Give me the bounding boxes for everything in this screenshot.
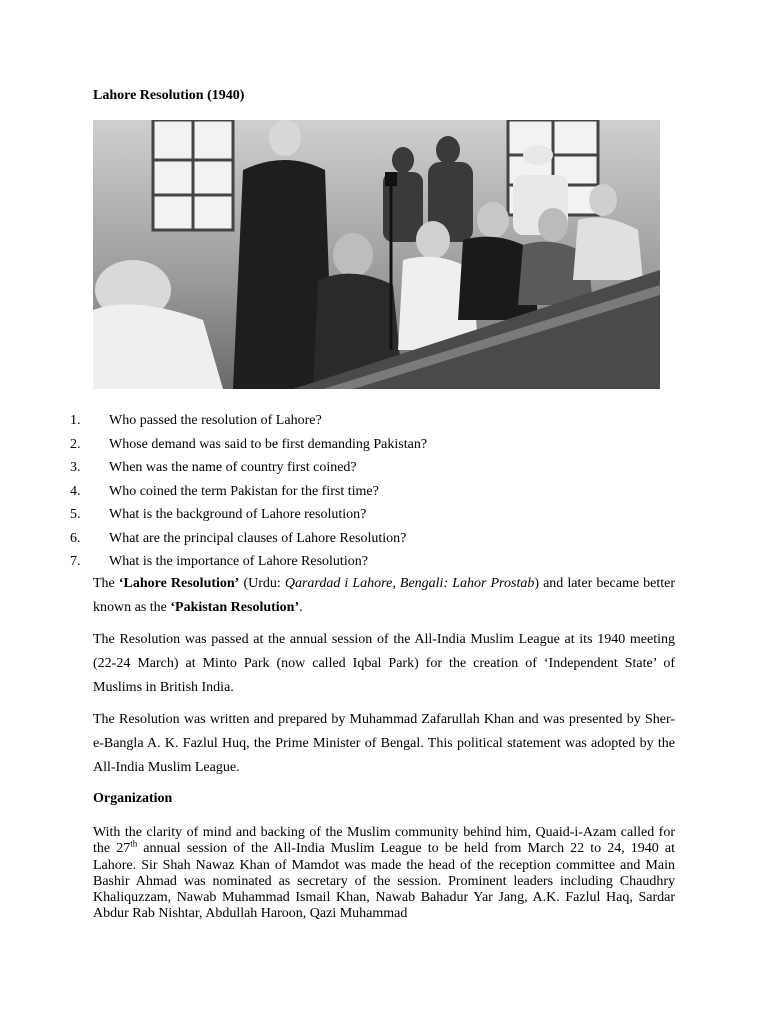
bold-term: ‘Lahore Resolution’ bbox=[118, 576, 240, 591]
list-text: What is the importance of Lahore Resolution? bbox=[109, 554, 368, 569]
list-number: 7. bbox=[70, 554, 81, 569]
text-run: annual session of the All-India Muslim League to be held from March 22 to 24, 1940 at Lahore. Sir Shah Nawaz Khan of Mamdot was made the head of the reception committee and Main Bashir Ahmad was nominated as secretary of the session. Prominent leaders including Chaudhry Khaliquzzam, Nawab Muhammad Ismail Khan, Nawab Bahadur Yar Jang, A.K. Fazlul Haq, Sardar Abdur Rab Nishtar, Abdullah Haroon, Qazi Muhammad bbox=[93, 841, 675, 922]
text-run: . bbox=[299, 600, 303, 615]
list-text: What is the background of Lahore resolution? bbox=[109, 507, 367, 522]
text-run: With the clarity of mind and backing of the Muslim community behind him, Quaid-i-Azam called for the 27 bbox=[93, 825, 675, 857]
superscript: th bbox=[130, 838, 138, 849]
list-number: 6. bbox=[70, 530, 81, 546]
list-text: When was the name of country first coined? bbox=[109, 460, 357, 475]
historical-photo bbox=[93, 120, 660, 389]
document-title: Lahore Resolution (1940) bbox=[93, 88, 245, 103]
bold-term: ‘Pakistan Resolution’ bbox=[170, 600, 300, 615]
text-run: The bbox=[93, 576, 119, 591]
list-number: 4. bbox=[70, 483, 81, 499]
list-number: 2. bbox=[70, 436, 81, 452]
intro-paragraph bbox=[93, 572, 675, 620]
list-number: 3. bbox=[70, 460, 81, 475]
list-text: Who passed the resolution of Lahore? bbox=[109, 413, 322, 428]
body-paragraph: The Resolution was passed at the annual session of the All-India Muslim League at its 1940 meeting (22-24 March) at Minto Park (now called Iqbal Park) for the creation of ‘Independent State’ of Muslims in British India. bbox=[93, 632, 675, 695]
section-heading: Organization bbox=[93, 791, 173, 806]
text-run: (Urdu: bbox=[239, 576, 285, 591]
organization-paragraph bbox=[93, 825, 675, 923]
list-text: Who coined the term Pakistan for the first time? bbox=[109, 483, 379, 499]
list-number: 5. bbox=[70, 507, 81, 522]
list-text: What are the principal clauses of Lahore Resolution? bbox=[109, 530, 407, 546]
italic-term: Qarardad i Lahore, Bengali: Lahor Prostab bbox=[284, 576, 535, 591]
text-run: ) and later became better known as the bbox=[93, 576, 676, 615]
body-paragraph: The Resolution was written and prepared by Muhammad Zafarullah Khan and was presented by Sher-e-Bangla A. K. Fazlul Huq, the Prime Minister of Bengal. This political statement was adopted by the All-India Muslim League. bbox=[93, 712, 675, 775]
list-number: 1. bbox=[70, 413, 81, 428]
list-text: Whose demand was said to be first demanding Pakistan? bbox=[109, 436, 428, 452]
